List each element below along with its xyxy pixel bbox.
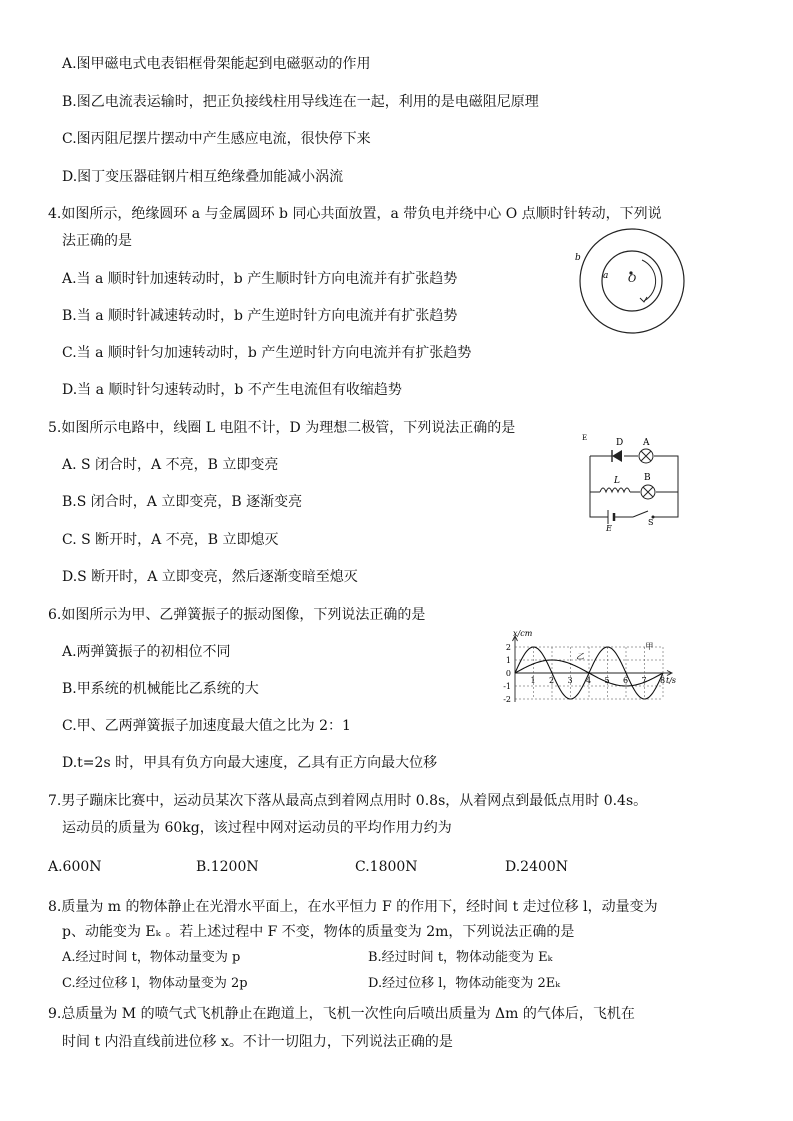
label-b: b: [575, 253, 581, 263]
q8-option-a: A.经过时间 t，物体动量变为 p: [62, 950, 241, 965]
label-s: S: [648, 518, 654, 527]
q8-stem-line2: p、动能变为 Eₖ 。若上述过程中 F 不变，物体的质量变为 2m，下列说法正确的是: [62, 924, 575, 940]
x-tick-label: 6: [623, 676, 629, 685]
y-tick-label: 2: [505, 643, 511, 652]
q3-option-b: B.图乙电流表运输时，把正负接线柱用导线连在一起，利用的是电磁阻尼原理: [62, 94, 539, 110]
q6-stem: 6.如图所示为甲、乙弹簧振子的振动图像，下列说法正确的是: [48, 607, 426, 623]
series-label-jia: 甲: [645, 642, 654, 651]
q8-option-d: D.经过位移 l，物体动能变为 2Eₖ: [368, 976, 561, 991]
label-d: D: [616, 438, 624, 448]
arrowhead: [640, 297, 647, 302]
q4-stem-line2: 法正确的是: [62, 233, 132, 249]
q7-stem-line1: 7.男子蹦床比赛中，运动员某次下落从最高点到着网点用时 0.8s，从着网点到最低点用时 0.4s。: [48, 793, 648, 809]
q4-ring-figure: [570, 228, 690, 338]
q4-option-b: B.当 a 顺时针减速转动时，b 产生逆时针方向电流并有扩张趋势: [62, 308, 458, 324]
diode-d: [612, 450, 622, 462]
q7-option-a: A.600N: [48, 859, 102, 875]
x-tick-label: 3: [567, 676, 573, 685]
q9-stem-line1: 9.总质量为 M 的喷气式飞机静止在跑道上，飞机一次性向后喷出质量为 Δm 的气体后，飞机在: [48, 1006, 635, 1022]
x-tick-label: 7: [641, 676, 647, 685]
x-tick-label: 4: [586, 676, 592, 685]
label-corner-e: E: [582, 434, 588, 442]
y-tick-label: -2: [503, 695, 511, 704]
q4-stem-line1: 4.如图所示，绝缘圆环 a 与金属圆环 b 同心共面放置，a 带负电并绕中心 O 点顺时针转动，下列说: [48, 206, 662, 222]
x-axis-label: t/s: [666, 676, 677, 685]
q5-option-b: B.S 闭合时，A 立即变亮，B 逐渐变亮: [62, 494, 303, 510]
q6-option-b: B.甲系统的机械能比乙系统的大: [62, 681, 259, 697]
q4-option-a: A.当 a 顺时针加速转动时，b 产生顺时针方向电流并有扩张趋势: [62, 271, 458, 287]
label-a: A: [643, 438, 650, 448]
q8-stem-line1: 8.质量为 m 的物体静止在光滑水平面上，在水平恒力 F 的作用下，经时间 t 走过位移 l，动量变为: [48, 899, 658, 915]
label-o: O: [628, 274, 637, 285]
q8-option-b: B.经过时间 t，物体动能变为 Eₖ: [368, 950, 553, 965]
q4-option-c: C.当 a 顺时针匀加速转动时，b 产生逆时针方向电流并有扩张趋势: [62, 345, 472, 361]
label-b: B: [644, 473, 651, 483]
switch-s: [633, 511, 648, 517]
battery-e: [608, 510, 614, 524]
label-e: E: [606, 524, 612, 532]
q7-option-c: C.1800N: [355, 859, 418, 875]
x-tick-label: 1: [530, 676, 536, 685]
y-tick-label: 0: [505, 669, 511, 678]
x-tick-label: 5: [604, 676, 610, 685]
q6-option-c: C.甲、乙两弹簧振子加速度最大值之比为 2：1: [62, 718, 351, 734]
label-a: a: [603, 271, 609, 281]
q6-oscillation-chart: [495, 628, 685, 710]
q5-option-d: D.S 断开时，A 立即变亮，然后逐渐变暗至熄灭: [62, 569, 358, 585]
q5-stem: 5.如图所示电路中，线圈 L 电阻不计，D 为理想二极管，下列说法正确的是: [48, 420, 516, 436]
q3-option-c: C.图丙阻尼摆片摆动中产生感应电流，很快停下来: [62, 131, 371, 147]
q5-option-c: C. S 断开时，A 不亮，B 立即熄灭: [62, 532, 279, 548]
q6-option-a: A.两弹簧振子的初相位不同: [62, 644, 231, 660]
q5-option-a: A. S 闭合时，A 不亮，B 立即变亮: [62, 457, 279, 473]
series-label-yi: 乙: [576, 652, 585, 661]
q3-option-a: A.图甲磁电式电表铝框骨架能起到电磁驱动的作用: [62, 56, 371, 72]
q7-option-b: B.1200N: [196, 859, 259, 875]
q7-stem-line2: 运动员的质量为 60kg，该过程中网对运动员的平均作用力约为: [62, 820, 452, 836]
coil-l: [600, 488, 630, 492]
y-tick-label: 1: [505, 656, 511, 665]
q4-option-d: D.当 a 顺时针匀速转动时，b 不产生电流但有收缩趋势: [62, 382, 402, 398]
q7-option-d: D.2400N: [505, 859, 569, 875]
y-axis-label: x/cm: [513, 629, 533, 638]
q5-circuit-figure: [578, 432, 688, 532]
q3-option-d: D.图丁变压器硅钢片相互绝缘叠加能减小涡流: [62, 169, 344, 185]
clockwise-arrow-icon: [642, 260, 656, 301]
q6-option-d: D.t=2s 时，甲具有负方向最大速度，乙具有正方向最大位移: [62, 755, 438, 771]
x-tick-label: 2: [549, 676, 555, 685]
label-l: L: [614, 476, 620, 486]
y-tick-label: -1: [503, 682, 511, 691]
x-tick-label: 8: [660, 676, 666, 685]
q8-option-c: C.经过位移 l，物体动量变为 2p: [62, 976, 248, 991]
q9-stem-line2: 时间 t 内沿直线前进位移 x。不计一切阻力，下列说法正确的是: [62, 1034, 453, 1050]
